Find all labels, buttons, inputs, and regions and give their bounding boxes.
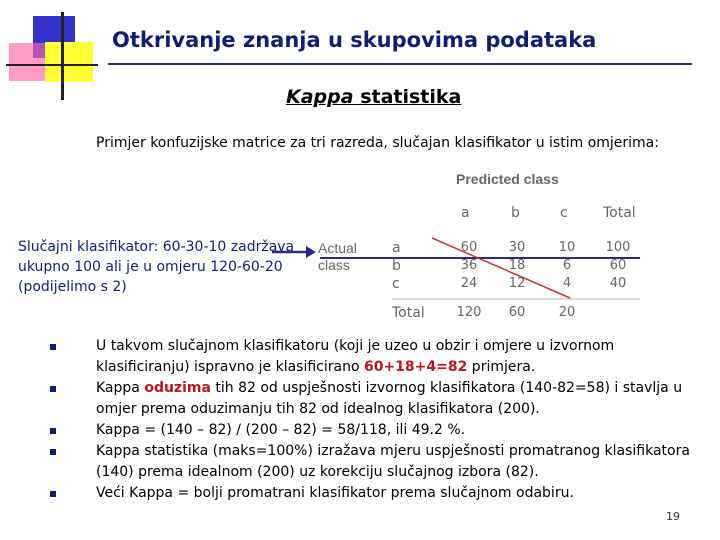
bullet-square-icon xyxy=(50,344,56,350)
matrix-col-a: a xyxy=(461,205,470,221)
bullet-text-part: Kappa xyxy=(96,380,145,396)
bullet-text xyxy=(96,336,710,378)
bullet-text-part: tih 82 od uspješnosti izvornog klasifikatora (140-82=58) i stavlja u omjer prema oduzimanju tih 82 od idealnog klasifikatora (200). xyxy=(96,380,683,417)
matrix-row-label-c: c xyxy=(392,276,400,292)
bullet-highlight: 60+18+4=82 xyxy=(363,359,468,375)
matrix-cell: 20 xyxy=(558,305,576,320)
matrix-row-label-a: a xyxy=(392,240,401,256)
matrix-cell: 10 xyxy=(558,240,576,255)
actual-label-line2: class xyxy=(318,257,350,273)
matrix-col-c: c xyxy=(560,205,568,221)
arrow-head xyxy=(306,246,316,258)
matrix-col-total: Total xyxy=(603,205,636,221)
matrix-cell: 30 xyxy=(508,240,526,255)
slide-title: Otkrivanje znanja u skupovima podataka xyxy=(112,28,597,52)
bullet-text: Veći Kappa = bolji promatrani klasifikator prema slučajnom odabiru. xyxy=(96,485,574,501)
matrix-cell: 4 xyxy=(562,276,572,291)
bullet-square-icon xyxy=(50,491,56,497)
bullet-text xyxy=(96,378,710,420)
bullet-text: Kappa statistika (maks=100%) izražava mjeru uspješnosti promatranog klasifikatora (140) prema idealnom (200) uz korekciju slučajnog izbora (82). xyxy=(96,443,690,480)
matrix-cell: 24 xyxy=(460,276,478,291)
diagonal-strike-line xyxy=(432,238,570,298)
matrix-cell: 12 xyxy=(508,276,526,291)
matrix-cell: 60 xyxy=(609,258,627,273)
matrix-cell: 6 xyxy=(562,258,572,273)
actual-label-line1: Actual xyxy=(318,240,357,256)
matrix-col-b: b xyxy=(511,205,520,221)
bullet-square-icon xyxy=(50,428,56,434)
page-number: 19 xyxy=(666,510,680,523)
matrix-cell: 18 xyxy=(508,258,526,273)
bullet-text: Kappa = (140 – 82) / (200 – 82) = 58/118, ili 49.2 %. xyxy=(96,422,466,438)
matrix-row-label-b: b xyxy=(392,258,401,274)
matrix-cell: 120 xyxy=(456,305,482,320)
predicted-class-label: Predicted class xyxy=(456,171,559,187)
side-note: Slučajni klasifikator: 60-30-10 zadržava ukupno 100 ali je u omjeru 120-60-20 (podijelimo s 2) xyxy=(18,239,295,295)
bullet-text-part: U takvom slučajnom klasifikatoru (koji je uzeo u obzir i omjere u izvornom klasificiranju) ispravno je klasificirano xyxy=(96,338,615,375)
bullet-square-icon xyxy=(50,449,56,455)
subtitle-rest: statistika xyxy=(353,86,462,108)
matrix-cell: 40 xyxy=(609,276,627,291)
matrix-cell: 60 xyxy=(508,305,526,320)
subtitle-italic: Kappa xyxy=(286,86,354,108)
matrix-cell: 36 xyxy=(460,258,478,273)
bullet-text-part: primjera. xyxy=(467,359,536,375)
bullet-square-icon xyxy=(50,386,56,392)
matrix-cell: 100 xyxy=(605,240,631,255)
intro-text: Primjer konfuzijske matrice za tri razreda, slučajan klasifikator u istim omjerima: xyxy=(96,135,659,151)
matrix-cell: 60 xyxy=(460,240,478,255)
matrix-row-label-total: Total xyxy=(392,305,425,321)
bullet-highlight: oduzima xyxy=(144,380,211,396)
